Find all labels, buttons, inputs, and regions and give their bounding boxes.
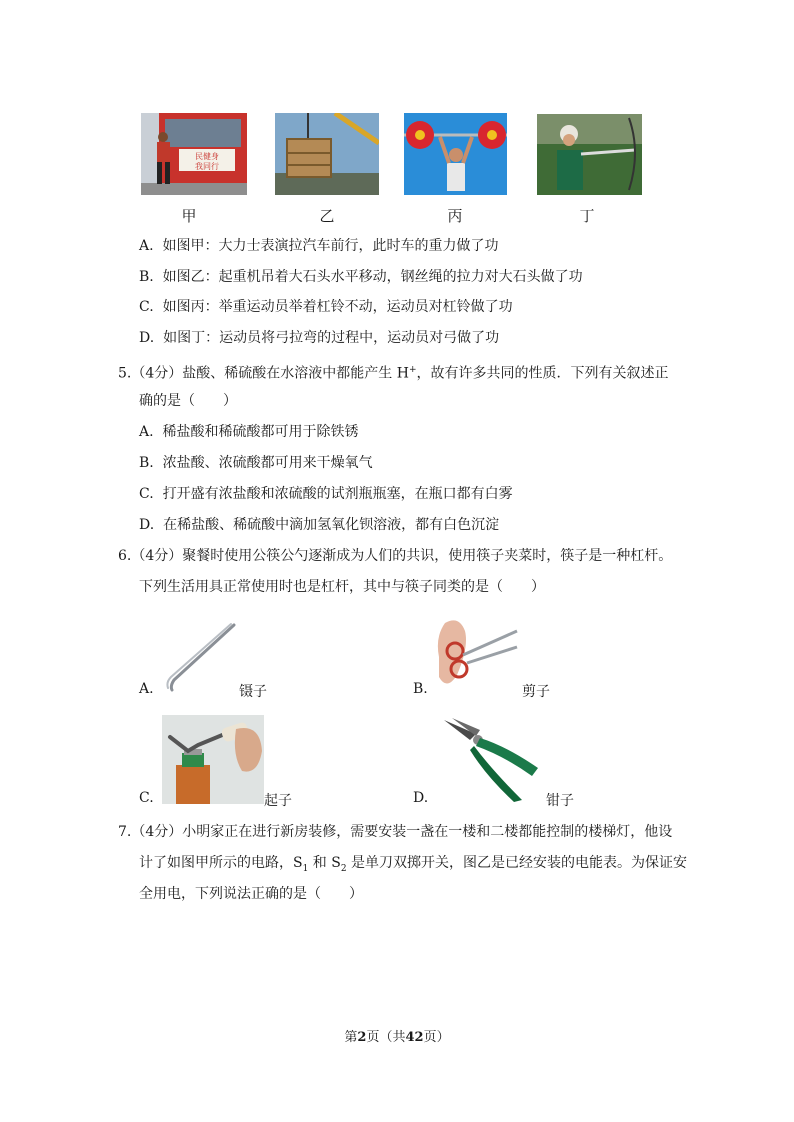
q7-stem-text-c: 是单刀双掷开关，图乙是已经安装的电能表。为保证安 [346, 855, 688, 871]
q6-stem-line2: 下列生活用具正常使用时也是杠杆，其中与筷子同类的是（ ） [139, 579, 545, 595]
question-number: 6. [118, 548, 132, 564]
image-tweezers [158, 622, 238, 692]
q5-stem-text-b: ，故有许多共同的性质．下列有关叙述正 [416, 365, 669, 382]
q6-option-a-letter[interactable]: A. [139, 681, 154, 697]
truck-banner-text-2: 我同行 [195, 162, 219, 171]
caption-ding: 丁 [579, 207, 595, 225]
q5-option-a[interactable] [139, 422, 358, 442]
option-letter: D. [139, 330, 155, 346]
caption-bing: 丙 [447, 207, 463, 225]
footer-suffix: 页） [423, 1030, 450, 1045]
q4-option-a[interactable] [139, 236, 498, 256]
q6-option-a-label: 镊子 [239, 684, 267, 700]
caption-yi: 乙 [319, 207, 335, 225]
total-pages: 42 [405, 1030, 424, 1045]
q6-option-c-label: 起子 [264, 793, 292, 809]
q7-stem-line1 [118, 822, 672, 842]
q6-stem-text: 聚餐时使用公筷公勺逐渐成为人们的共识，使用筷子夹菜时，筷子是一种杠杆。 [182, 548, 673, 564]
image-bottle-opener [162, 715, 264, 804]
q6-option-c-letter[interactable]: C. [139, 790, 154, 806]
s1-subscript: 1 [302, 863, 309, 874]
question-score: （4分） [131, 548, 183, 564]
option-text: 浓盐酸、浓硫酸都可用来干燥氧气 [162, 455, 373, 471]
q6-option-b-label: 剪子 [522, 684, 550, 700]
q6-option-d-label: 钳子 [546, 793, 574, 809]
option-text: 稀盐酸和稀硫酸都可用于除铁锈 [162, 424, 359, 440]
option-text: 打开盛有浓盐酸和浓硫酸的试剂瓶瓶塞，在瓶口都有白雾 [162, 486, 513, 502]
question-number: 5. [118, 365, 132, 382]
option-letter: A. [139, 238, 154, 254]
option-text: 如图乙：起重机吊着大石头水平移动，钢丝绳的拉力对大石头做了功 [162, 269, 583, 285]
image-archer [537, 114, 642, 195]
q6-stem-line1 [118, 546, 672, 566]
truck-banner-text-1: 民健身 [195, 152, 219, 161]
option-text: 如图丙：举重运动员举着杠铃不动，运动员对杠铃做了功 [162, 299, 513, 315]
caption-jia: 甲 [181, 207, 197, 225]
s2-subscript: 2 [340, 863, 347, 874]
q6-option-b-letter[interactable]: B. [413, 681, 428, 697]
q5-option-c[interactable] [139, 484, 513, 504]
footer-prefix: 第 [344, 1030, 358, 1045]
q4-option-d[interactable] [139, 328, 499, 348]
option-letter: C. [139, 299, 154, 315]
q5-stem-line2: 确的是（ ） [139, 393, 237, 409]
q4-option-b[interactable] [139, 267, 583, 287]
h-plus-superscript: + [408, 365, 417, 375]
option-letter: B. [139, 455, 154, 471]
option-letter: D. [139, 517, 155, 533]
image-pliers [440, 716, 544, 802]
page-footer [0, 1026, 794, 1045]
page-number: 2 [357, 1030, 367, 1045]
q7-stem-line2 [139, 853, 687, 879]
image-weightlifter [404, 113, 507, 195]
option-text: 如图甲：大力士表演拉汽车前行，此时车的重力做了功 [162, 238, 499, 254]
option-text: 在稀盐酸、稀硫酸中滴加氢氧化钡溶液，都有白色沉淀 [163, 517, 500, 533]
q7-stem-text-b: 和 S [308, 855, 341, 871]
question-score: （4分） [131, 365, 183, 382]
q7-stem-line3: 全用电，下列说法正确的是（ ） [139, 886, 363, 902]
q5-stem-text-a: 盐酸、稀硫酸在水溶液中都能产生 H [182, 365, 409, 382]
q7-stem-text-a: 计了如图甲所示的电路，S [139, 855, 303, 871]
image-truck-pull [141, 113, 247, 195]
q4-option-c[interactable] [139, 297, 513, 317]
option-letter: C. [139, 486, 154, 502]
question-number: 7. [118, 824, 132, 840]
footer-mid: 页（共 [366, 1030, 406, 1045]
image-scissors [435, 617, 520, 693]
q5-option-b[interactable] [139, 453, 373, 473]
image-crane-lift [275, 113, 379, 195]
q5-stem-line1 [118, 360, 669, 384]
q6-option-d-letter[interactable]: D. [413, 790, 429, 806]
option-letter: B. [139, 269, 154, 285]
question-score: （4分） [131, 824, 183, 840]
option-text: 如图丁：运动员将弓拉弯的过程中，运动员对弓做了功 [163, 330, 500, 346]
q7-stem-text: 小明家正在进行新房装修，需要安装一盏在一楼和二楼都能控制的楼梯灯，他设 [182, 824, 673, 840]
q5-option-d[interactable] [139, 515, 499, 535]
option-letter: A. [139, 424, 154, 440]
